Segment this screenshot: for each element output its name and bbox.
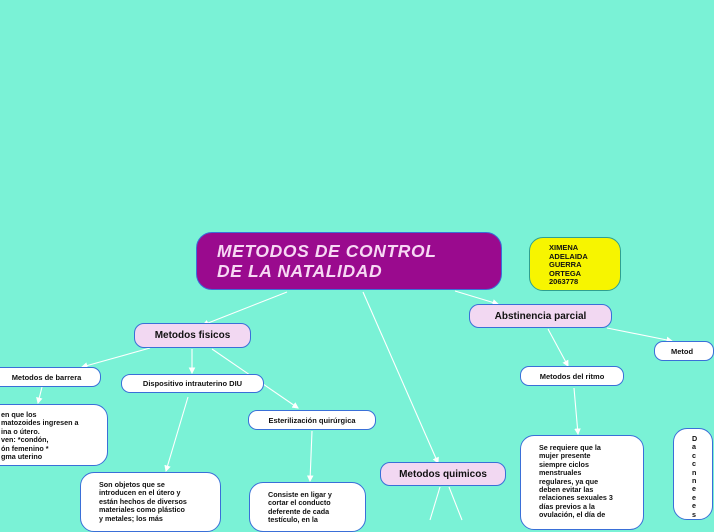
desc-line: y metales; los más xyxy=(99,513,163,523)
connector-barrera-desc xyxy=(38,387,42,403)
branch-abstinencia-parcial[interactable] xyxy=(469,304,612,328)
desc-line: c xyxy=(692,450,696,460)
desc-line: n xyxy=(692,467,697,477)
desc-line: Son objetos que se xyxy=(99,480,165,489)
branch-label: Metod xyxy=(671,346,694,356)
desc-line: ina o útero. xyxy=(1,426,40,436)
desc-ritmo[interactable] xyxy=(520,435,644,530)
author-note[interactable] xyxy=(529,237,621,291)
desc-line: gma uterino xyxy=(1,452,43,462)
connector-esterilizacion-desc xyxy=(310,431,312,481)
desc-line: e xyxy=(692,492,696,502)
branch-metodos-quimicos[interactable] xyxy=(380,462,506,486)
connector-central-quimicos xyxy=(363,292,438,463)
desc-line: mujer presente xyxy=(539,451,591,461)
desc-line: menstruales xyxy=(539,468,582,478)
author-line: GUERRA xyxy=(549,260,582,270)
subtopic-esterilizacion[interactable] xyxy=(248,410,376,430)
subtopic-label: Metodos de barrera xyxy=(11,372,82,382)
connector-abstinencia-right xyxy=(607,328,672,341)
connector-central-abstinencia xyxy=(455,291,498,304)
desc-line: están hechos de diversos xyxy=(99,496,187,506)
connector-abstinencia-ritmo xyxy=(548,329,568,366)
subtopic-label: Esterilización quirúrgica xyxy=(268,415,356,425)
desc-line: cortar el conducto xyxy=(268,498,331,508)
desc-line: Se requiere que la xyxy=(539,443,601,452)
connector-quimicos-right xyxy=(449,487,462,520)
connector-diu-desc xyxy=(166,397,188,471)
author-line: ORTEGA xyxy=(549,268,582,278)
desc-line: deben evitar las xyxy=(539,485,594,495)
subtopic-label: Metodos del ritmo xyxy=(539,371,605,381)
branch-metodos-fisicos[interactable] xyxy=(134,323,251,348)
central-title-line1: METODOS DE CONTROL xyxy=(217,241,437,261)
desc-line: a xyxy=(692,442,696,452)
desc-barrera[interactable] xyxy=(0,404,108,466)
desc-line: Consiste en ligar y xyxy=(268,490,332,499)
subtopic-label: Dispositivo intrauterino DIU xyxy=(142,379,243,388)
connector-fisicos-barrera xyxy=(82,348,150,367)
desc-line: ven: *condón, xyxy=(1,435,49,445)
connector-ritmo-desc xyxy=(574,388,578,434)
author-line: ADELAIDA xyxy=(549,251,588,261)
desc-line: e xyxy=(692,484,696,494)
branch-label: Abstinencia parcial xyxy=(494,310,587,322)
author-line: 2063778 xyxy=(549,277,579,287)
connector-central-fisicos xyxy=(203,292,287,325)
desc-diu[interactable] xyxy=(80,472,221,532)
desc-line: deferente de cada xyxy=(268,506,330,516)
subtopic-diu[interactable] xyxy=(121,374,264,393)
desc-line: s xyxy=(692,509,696,519)
desc-line: D xyxy=(692,434,698,443)
connector-quimicos-left xyxy=(430,487,440,520)
branch-label: Metodos fisicos xyxy=(154,330,231,341)
desc-line: ovulación, el día de xyxy=(539,510,606,520)
author-line: XIMENA xyxy=(549,243,579,252)
desc-line: materiales como plástico xyxy=(99,505,185,515)
central-title-line2: DE LA NATALIDAD xyxy=(217,261,383,281)
desc-line: siempre ciclos xyxy=(539,459,589,469)
desc-line: relaciones sexuales 3 xyxy=(539,493,613,503)
subtopic-metodos-barrera[interactable] xyxy=(0,367,101,387)
desc-line: regulares, ya que xyxy=(539,476,599,486)
desc-esterilizacion[interactable] xyxy=(249,482,366,532)
desc-line: n xyxy=(692,476,697,486)
subtopic-metodos-ritmo[interactable] xyxy=(520,366,624,386)
desc-line: introducen en el útero y xyxy=(99,488,181,498)
desc-line: testículo, en la xyxy=(268,515,318,525)
desc-line: e xyxy=(692,501,696,511)
branch-label: Metodos quimicos xyxy=(399,468,487,480)
desc-line: días previos a la xyxy=(539,501,595,511)
desc-line: c xyxy=(692,459,696,469)
branch-metodos-cut[interactable] xyxy=(654,341,714,361)
central-topic-node[interactable] xyxy=(196,232,502,290)
desc-line: en que los xyxy=(1,410,37,419)
desc-right-cut[interactable] xyxy=(673,428,713,520)
desc-line: matozoides ingresen a xyxy=(1,418,79,428)
desc-line: ón femenino * xyxy=(1,443,49,453)
